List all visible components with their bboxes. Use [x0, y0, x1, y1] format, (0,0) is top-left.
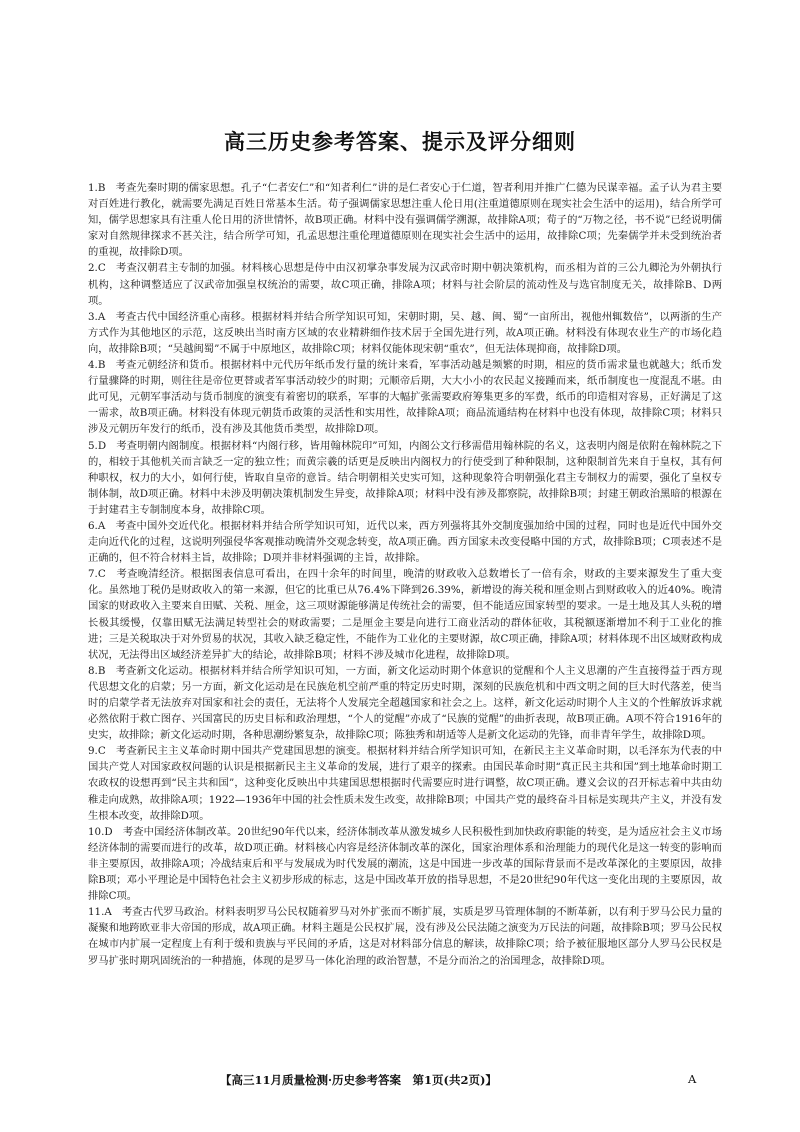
question-number: 10. — [88, 825, 105, 838]
question-number: 4. — [88, 359, 98, 372]
explanation-text: 考查新民主主义革命时期中国共产党建国思想的演变。根据材料并结合所学知识可知，在新民主主义革命时期，以毛泽东为代表的中国共产党人对国家政权问题的认识是根据新民主主义革命的发展，进行了艰辛的探索。由国民革命时期“真正民主共和国”到土地革命时期工农政权的设想再到“民主共和国”，这种变化反映出中共建国思想根据时代需要应时进行调整，故C项正确。遵义会议的召开标志着中共由幼稚走向成熟，故排除A项；1922—1936年中国的社会性质未发生改变，故排除B项；中国共产党的最终奋斗目标是实现共产主义，并没有发生根本改变，故排除D项。 — [88, 745, 722, 822]
answer-letter: A — [97, 519, 106, 532]
answer-item — [88, 438, 722, 518]
answer-letter: C — [97, 262, 106, 275]
page-footer — [220, 1072, 720, 1088]
answer-item — [88, 309, 722, 357]
explanation-text: 考查古代中国经济重心南移。根据材料并结合所学知识可知，宋朝时期，吴、越、闽、蜀“一亩所出，视他州辄数倍”，以两浙的生产方式作为其他地区的示范，这反映出当时南方区域的农业精耕细作技术居于全国先进行列，故A项正确。材料没有体现农业生产的市场化趋向，故排除B项；“吴越闽蜀”不属于中原地区，故排除C项；材料仅能体现宋朝“重农”，但无法体现抑商，故排除D项。 — [88, 310, 722, 355]
answer-list — [88, 180, 722, 969]
footer-text: 【高三11月质量检测·历史参考答案 第1页(共2页)】 — [220, 1073, 497, 1087]
answer-item — [88, 904, 722, 968]
answer-item — [88, 824, 722, 904]
question-number: 8. — [88, 664, 98, 677]
answer-item — [88, 518, 722, 566]
answer-letter: D — [97, 439, 107, 452]
answer-item — [88, 743, 722, 823]
question-number: 5. — [88, 439, 98, 452]
question-number: 6. — [88, 519, 98, 532]
question-number: 1. — [88, 182, 98, 194]
explanation-text: 考查先秦时期的儒家思想。孔子“仁者安仁”和“知者利仁”讲的是仁者安心于仁道，智者利用并推广仁德为民谋幸福。孟子认为君主要对百姓进行教化，就需要先满足百姓日常基本生活。荀子强调儒家思想注重人伦日用(注重道德原则在现实社会生活中的运用)，结合所学可知，儒学思想家具有注重人伦日用的济世情怀，故B项正确。材料中没有强调儒学溯源，故排除A项；荀子的“万物之径，书不说”已经说明儒家对自然规律探求不甚关注，结合所学可知，孔孟思想注重伦理道德原则在现实社会生活中的运用，故排除C项；先秦儒学并未受到统治者的重视，故排除D项。 — [88, 182, 722, 259]
explanation-text: 考查晚清经济。根据图表信息可看出，在四十余年的时间里，晚清的财政收入总数增长了一倍有余，财政的主要来源发生了重大变化。虽然地丁税仍是财政收入的第一来源，但它的比重已从76.4%下降到26.39%，新增设的海关税和厘金则占到财政收入的近40%。晚清国家的财政收入主要来自田赋、关税、厘金，这三项财源能够满足传统社会的需要，但不能适应国家转型的要求。一是土地及其人头税的增长极其缓慢，仅靠田赋无法满足转型社会的财政需要；二是厘金主要是向进行工商业活动的群体征收，其税额逐渐增加不利于工业化的推进；三是关税取决于对外贸易的状况，其收入缺乏稳定性，不能作为工业化的主要财源，故C项正确，排除A项；材料体现不出区域财政构成状况，无法得出区域经济差异扩大的结论，故排除B项；材料不涉及城市化进程，故排除D项。 — [88, 568, 722, 661]
explanation-text: 考查新文化运动。根据材料并结合所学知识可知，一方面，新文化运动时期个体意识的觉醒和个人主义思潮的产生直接得益于西方现代思想文化的启蒙；另一方面，新文化运动是在民族危机空前严重的特定历史时期，深刻的民族危机和中西文明之间的巨大时代落差，使当时的启蒙学者无法放弃对国家和社会的责任，无法将个人发展完全超越国家和社会之上。这样，新文化运动时期个人主义的个性解放诉求就必然依附于救亡图存、兴国富民的历史目标和政治理想，“个人的觉醒”亦成了“民族的觉醒”的曲折表现，故B项正确。A项不符合1916年的史实，故排除；新文化运动时期，各种思潮纷繁复杂，故排除C项；陈独秀和胡适等人是新文化运动的先锋，而非青年学生，故排除D项。 — [88, 664, 722, 742]
answer-letter: A — [97, 310, 106, 323]
answer-letter: C — [97, 745, 106, 758]
explanation-text: 考查古代罗马政治。材料表明罗马公民权随着罗马对外扩张而不断扩展，实质是罗马管理体制的不断革新，以有利于罗马公民力量的凝聚和地跨欧亚非大帝国的形成，故A项正确。材料主题是公民权扩展，没有涉及公民法随之演变为万民法的问题，故排除B项；罗马公民权在城市内扩展一定程度上有利于缓和贵族与平民间的矛盾，这是对材料部分信息的解读，故排除C项；给予被征服地区部分人罗马公民权是罗马扩张时期巩固统治的一种措施，体现的是罗马一体化治理的政治智慧，不是分而治之的治国理念，故排除D项。 — [88, 906, 722, 967]
explanation-text: 考查中国经济体制改革。20世纪90年代以来，经济体制改革从激发城乡人民积极性到加快政府职能的转变，是为适应社会主义市场经济体制的需要而进行的改革，故D项正确。材料核心内容是经济体制改革的深化，国家治理体系和治理能力的现代化是这一转变的影响而非主要原因，故排除A项；冷战结束后和平与发展成为时代发展的潮流，这是中国进一步改革的国际背景而不是改革深化的主要原因，故排除B项；邓小平理论是中国特色社会主义初步形成的标志，这是中国改革开放的指导思想，不是20世纪90年代这一变化出现的主要原因，故排除C项。 — [88, 825, 723, 903]
paper-version-mark: A — [688, 1072, 697, 1086]
answer-letter: D — [104, 825, 113, 838]
question-number: 9. — [88, 745, 98, 758]
question-number: 2. — [88, 262, 98, 275]
answer-letter: C — [97, 568, 106, 581]
answer-item — [88, 357, 722, 437]
explanation-text: 考查明朝内阁制度。根据材料“内阁行移，皆用翰林院印”可知，内阁公文行移需借用翰林院的名义，这表明内阁是依附在翰林院之下的，相较于其他机关而言缺乏一定的独立性；而黄宗羲的话更是反映出内阁权力的行使受到了种种限制，这种限制首先来自于皇权，其有何种职权，权力的大小，如何行使，皆取自皇帝的意旨。结合明朝相关史实可知，这种现象符合明朝强化君主专制权力的需要，强化了皇权专制体制，故D项正确。材料中未涉及明朝决策机制发生异变，故排除A项；材料中没有涉及都察院，故排除B项；封建王朝政治黑暗的根源在于封建君主专制制度本身，故排除C项。 — [88, 439, 722, 516]
answer-item — [88, 180, 722, 260]
question-number: 7. — [88, 568, 98, 581]
page-title: 高三历史参考答案、提示及评分细则 — [224, 130, 576, 154]
answer-letter: B — [97, 182, 106, 194]
answer-letter: B — [97, 664, 106, 677]
answer-letter: B — [97, 359, 106, 372]
answer-item — [88, 566, 722, 663]
question-number: 3. — [88, 310, 98, 323]
answer-item — [88, 260, 722, 308]
answer-item — [88, 663, 722, 743]
explanation-text: 考查汉朝君主专制的加强。材料核心思想是侍中由汉初掌杂事发展为汉武帝时期中朝决策机构，而丞相为首的三公九卿沦为外朝执行机构，这种调整适应了汉武帝加强皇权统治的需要，故C项正确，排除A项；材料与社会阶层的流动性及与选官制度无关，故排除B、D两项。 — [88, 262, 722, 307]
answer-letter: A — [104, 906, 112, 919]
question-number: 11. — [88, 906, 105, 919]
explanation-text: 考查中国外交近代化。根据材料并结合所学知识可知，近代以来，西方列强将其外交制度强加给中国的过程，同时也是近代中国外交走向近代化的过程，这说明列强侵华客观推动晚清外交观念转变，故A项正确。西方国家未改变侵略中国的方式，故排除B项；C项表述不是正确的，但不符合材料主旨，故排除；D项并非材料强调的主旨，故排除。 — [88, 519, 722, 565]
explanation-text: 考查元朝经济和货币。根据材料中元代历年纸币发行量的统计来看，军事活动越是频繁的时期，相应的货币需求量也就越大；纸币发行量骤降的时期，则往往是帝位更替或者军事活动较少的时期；元顺帝后期，大大小小的农民起义接踵而来，纸币制度也一度混乱不堪。由此可见，元朝军事活动与货币制度的演变有着密切的联系，军事的大幅扩张需要政府筹集更多的军费，纸币的印造相对容易，正好满足了这一需求，故B项正确。材料没有体现元朝货币政策的灵活性和实用性，故排除A项；商品流通结构在材料中也没有体现，故排除C项；材料只涉及元朝历年发行的纸币，没有涉及其他货币类型，故排除D项。 — [88, 359, 722, 436]
